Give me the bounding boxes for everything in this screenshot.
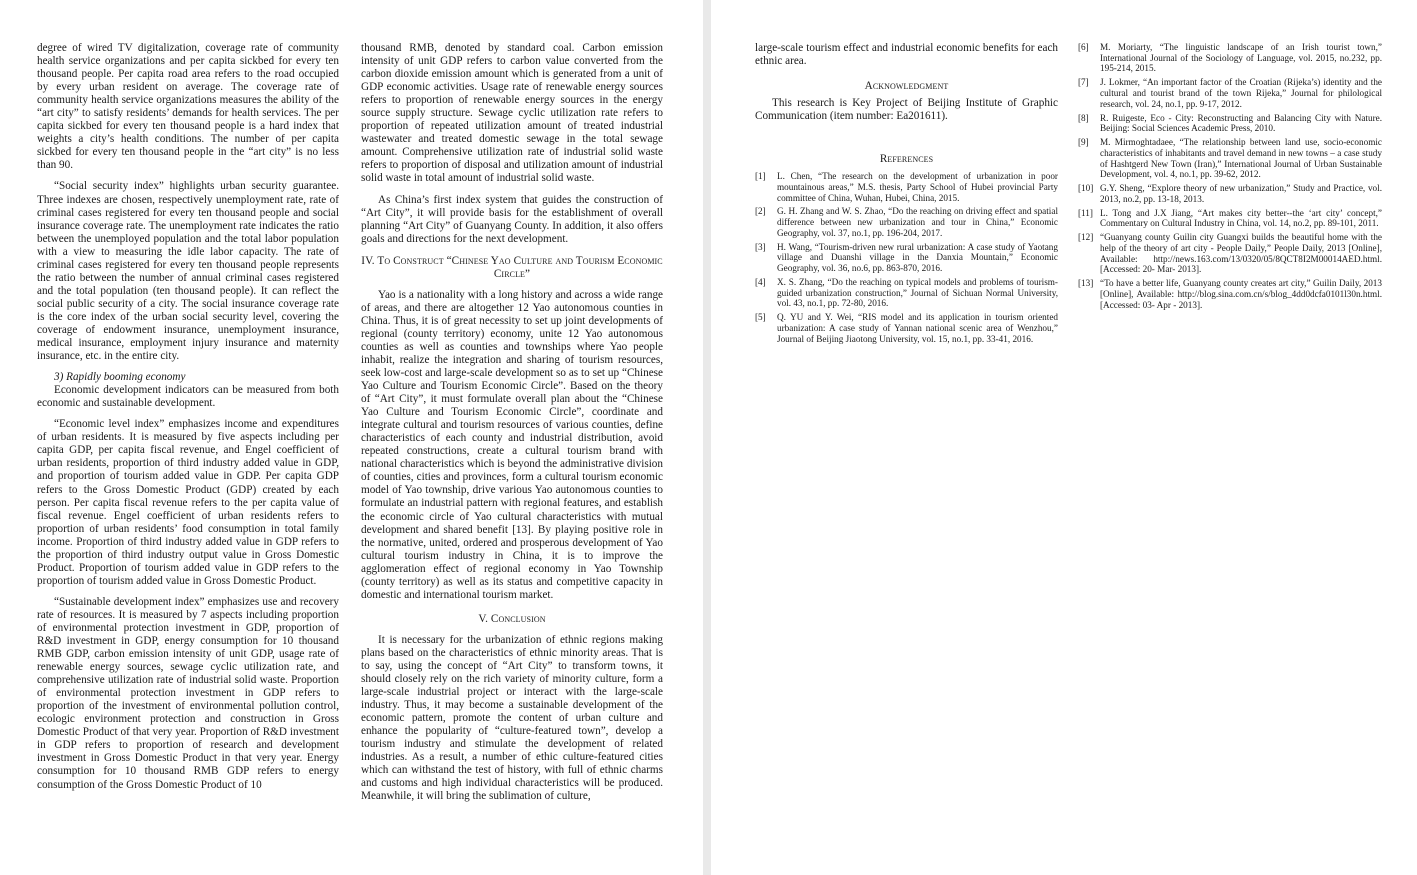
reference-number: [5] bbox=[755, 312, 766, 323]
reference-item bbox=[1078, 42, 1382, 74]
reference-item bbox=[1078, 278, 1382, 310]
reference-text: H. Wang, “Tourism-driven new rural urbanization: A case study of Yaotang village and Duanshi village in the Danxia Mountain,” Economic Geography, vol. 36, no.6, pp. 863-870, 2016. bbox=[777, 241, 1058, 274]
paragraph: It is necessary for the urbanization of ethnic regions making plans based on the characteristics of ethnic minority areas. That is to say, using the concept of “Art City” to transform towns, it should closely rely on the rich variety of minority culture, form a large-scale industrial project or interact with the large-scale industry. Thus, it may become a sustainable development of the economic pattern, promote the content of urban culture and enhance the popularity of “culture-featured town”, develop a tourism industry and stimulate the development of related industries. As a result, a number of ethic culture-featured cities which can withstand the test of history, with full of ethnic charms and customs and high individual characteristics will be produced. Meanwhile, it will bring the sublimation of culture, bbox=[361, 633, 663, 803]
subsection-heading: 3) Rapidly booming economy bbox=[54, 371, 186, 384]
reference-text: “Guanyang county Guilin city Guangxi builds the beautiful home with the help of the theory of art city - People Daily,” People Daily, 2013 [Online], Available: http://news.163.com/13/0320/05/8QCT8I2M00014AED.html. [Accessed: 20- Mar- 2013]. bbox=[1100, 232, 1382, 275]
reference-item bbox=[1078, 137, 1382, 180]
paragraph: “Social security index” highlights urban security guarantee. Three indexes are chosen, respectively unemployment rate, rate of criminal cases registered for every ten thousand people and social insurance coverage rate. The unemployment rate indicates the ratio between the unemployed population and the total labor population with a view to measuring the idle labor capacity. The rate of criminal cases registered for every ten thousand people represents the ratio between the number of annual criminal cases registered and the total population (ten thousand people). It can reflect the social public security of a city. The social insurance coverage rate is the core index of the urban social security level, covering the coverage of endowment insurance, unemployment insurance, medical insurance, employment injury insurance and maternity insurance, etc. in the entire city. bbox=[37, 180, 339, 363]
reference-number: [7] bbox=[1078, 77, 1089, 88]
right-page bbox=[711, 0, 1417, 875]
reference-number: [8] bbox=[1078, 112, 1089, 123]
reference-text: L. Tong and J.X Jiang, “Art makes city better--the ‘art city’ concept,” Commentary on Cultural Industry in China, vol. 14, no.2, pp. 89-101, 2011. bbox=[1100, 207, 1382, 229]
paragraph: large-scale tourism effect and industrial economic benefits for each ethnic area. bbox=[755, 42, 1058, 68]
reference-text: M. Mirmoghtadaee, “The relationship between land use, socio-economic characteristics of inhabitants and travel demand in new towns – a case study of Hashtgerd New Town (Iran),” International Journal of Urban Sustainable Development, vol. 4, no.1, pp. 39-62, 2012. bbox=[1100, 137, 1382, 180]
paragraph: This research is Key Project of Beijing Institute of Graphic Communication (item number: Ea201611). bbox=[755, 97, 1058, 123]
reference-number: [11] bbox=[1078, 207, 1093, 218]
reference-list bbox=[755, 171, 1058, 344]
reference-text: J. Lokmer, “An important factor of the Croatian (Rijeka’s) identity and the cultural and tourist brand of the town Rijeka,” Journal for philological research, vol. 24, no.1, pp. 9-17, 2012. bbox=[1100, 77, 1382, 109]
reference-text: M. Moriarty, “The linguistic landscape of an Irish tourist town,” International Journal of the Sociology of Language, vol. 2015, no.232, pp. 195-214, 2015. bbox=[1100, 42, 1382, 74]
reference-number: [2] bbox=[755, 206, 766, 217]
reference-number: [4] bbox=[755, 277, 766, 288]
section-heading: Acknowledgment bbox=[864, 80, 949, 93]
reference-number: [12] bbox=[1078, 232, 1094, 243]
right-column bbox=[1078, 42, 1382, 314]
reference-text: G. H. Zhang and W. S. Zhao, “Do the reaching on driving effect and spatial difference between new urbanization and tour in China,” Economic Geography, vol. 37, no.1, pp. 196-204, 2017. bbox=[777, 206, 1058, 238]
reference-number: [1] bbox=[755, 171, 766, 182]
reference-item bbox=[755, 312, 1058, 344]
reference-text: “To have a better life, Guanyang county creates art city,” Guilin Daily, 2013 [Online], Available: http://blog.sina.com.cn/s/blog_4dd0dcfa0101l30n.html. [Accessed: 03- Apr - 2013]. bbox=[1100, 278, 1382, 310]
paragraph: degree of wired TV digitalization, coverage rate of community health service organizations and per capita sickbed for every ten thousand people. Per capita road area refers to the road occupied by every urban resident on average. The coverage rate of community health service organizations measures the ability of the “art city” to satisfy residents’ demands for health services. The per capita sickbed for every ten thousand people is a hard index that weights a city’s health conditions. The number of per capita sickbed for every ten thousand people in the “art city” is no less than 90. bbox=[37, 42, 339, 172]
reference-item bbox=[1078, 77, 1382, 109]
left-column bbox=[37, 42, 339, 792]
reference-item bbox=[755, 277, 1058, 309]
reference-number: [13] bbox=[1078, 278, 1094, 289]
paragraph: Yao is a nationality with a long history and across a wide range of areas, and there are altogether 12 Yao autonomous counties in China. Thus, it is of great necessity to set up joint developments of regional (county territory) economy, unite 12 Yao autonomous counties as well as counties and townships where Yao people inhabit, realize the integration and sharing of tourism resources, seek low-cost and large-scale development so as to set up “Chinese Yao Culture and Tourism Economic Circle”. Based on the theory of “Art City”, it must formulate overall plan about the “Chinese Yao Culture and Tourism Economic Circle”, coordinate and integrate cultural and tourism resources of various counties, define characteristics of each county and industrial distribution, avoid repeated constructions, create a cultural tourism brand with national characteristics which is beyond the administrative division of counties, cities and provinces, form a cultural tourism economic model of Yao township, drive various Yao autonomous counties to formulate an industrial pattern with regional features, and establish the economic circle of Yao cultural characteristics with mutual development and shared benefit [13]. By playing positive role in the normative, united, ordered and prosperous development of Yao cultural tourism industry in China, it is to improve the agglomeration effect of regional economy in Yao Township (county territory) as well as its status and competitive capacity in domestic and international tourism market. bbox=[361, 288, 663, 601]
paragraph: thousand RMB, denoted by standard coal. Carbon emission intensity of unit GDP refers to carbon value converted from the carbon dioxide emission amount which is generated from a unit of GDP economic activities. Usage rate of renewable energy sources refers to proportion of renewable energy sources in the energy source supply structure. Sewage cyclic utilization rate refers to proportion of repeated utilization amount of treated industrial wastewater and treated domestic sewage in the total sewage amount. Comprehensive utilization rate of industrial solid waste refers to proportion of disposal and utilization amount of industrial solid waste in total amount of industrial solid waste. bbox=[361, 42, 663, 185]
reference-number: [10] bbox=[1078, 183, 1094, 194]
reference-text: L. Chen, “The research on the development of urbanization in poor mountainous areas,” M.S. thesis, Party School of Hubei provincial Party committee of China, Wuhan, Hubei, China, 2015. bbox=[777, 171, 1058, 203]
reference-item bbox=[755, 171, 1058, 203]
paragraph: “Sustainable development index” emphasizes use and recovery rate of resources. It is measured by 7 aspects including proportion of environmental protection investment in GDP, proportion of R&D investment in GDP, energy consumption for 10 thousand RMB GDP, carbon emission intensity of unit GDP, usage rate of renewable energy sources, sewage cyclic utilization rate, and comprehensive utilization rate of industrial solid waste. Proportion of environmental protection investment in GDP refers to proportion of the investment of environmental pollution control, ecologic environment protection and construction in Gross Domestic Product of that very year. Proportion of R&D investment in GDP refers to proportion of research and development investment in Gross Domestic Product in that very year. Energy consumption for 10 thousand RMB GDP refers to energy consumption of the Gross Domestic Product of 10 bbox=[37, 595, 339, 791]
section-heading: IV. To Construct “Chinese Yao Culture and Tourism Economic Circle” bbox=[361, 254, 663, 280]
reference-text: Q. YU and Y. Wei, “RIS model and its application in tourism oriented urbanization: A case study of Yannan national scenic area of Wenzhou,” Journal of Beijing Jiaotong University, vol. 15, no.1, pp. 33-41, 2016. bbox=[777, 312, 1058, 344]
reference-item bbox=[1078, 183, 1382, 204]
right-column bbox=[361, 42, 663, 803]
reference-list bbox=[1078, 42, 1382, 310]
reference-item bbox=[1078, 232, 1382, 275]
reference-number: [3] bbox=[755, 241, 766, 252]
reference-item bbox=[1078, 113, 1382, 134]
left-column bbox=[755, 42, 1058, 348]
paragraph: Economic development indicators can be measured from both economic and sustainable development. bbox=[37, 384, 339, 410]
paragraph: “Economic level index” emphasizes income and expenditures of urban residents. It is measured by five aspects including per capita GDP, per capita fiscal revenue, and Engel coefficient of urban residents, proportion of third industry added value in GDP, and proportion of tourism added value in GDP. Per capita GDP refers to the Gross Domestic Product (GDP) created by each person. Per capita fiscal revenue refers to the per capita value of fiscal revenue. Engel coefficient of urban residents refers to proportion of urban residents’ food consumption in total family income. Proportion of third industry added value in GDP refers to the proportion of third industry output value in Gross Domestic Product. Proportion of tourism added value in GDP refers to the proportion of tourism added value in Gross Domestic Product. bbox=[37, 418, 339, 587]
reference-text: R. Ruigeste, Eco - City: Reconstructing and Balancing City with Nature. Beijing: Social Sciences Academic Press, 2010. bbox=[1100, 112, 1382, 134]
section-heading: References bbox=[879, 153, 934, 166]
reference-number: [6] bbox=[1078, 42, 1089, 52]
reference-number: [9] bbox=[1078, 137, 1089, 148]
reference-text: G.Y. Sheng, “Explore theory of new urbanization,” Study and Practice, vol. 2013, no.2, pp. 13-18, 2013. bbox=[1100, 183, 1382, 204]
left-page bbox=[0, 0, 703, 875]
reference-text: X. S. Zhang, “Do the reaching on typical models and problems of tourism-guided urbanization construction,” Journal of Sichuan Normal University, vol. 43, no.1, pp. 72-80, 2016. bbox=[777, 277, 1058, 309]
section-heading: V. Conclusion bbox=[478, 612, 546, 625]
reference-item bbox=[755, 206, 1058, 238]
paragraph: As China’s first index system that guides the construction of “Art City”, it will provide basis for the establishment of overall planning “Art City” of Guanyang County. In addition, it also offers goals and directions for the next development. bbox=[361, 193, 663, 245]
reference-item bbox=[755, 242, 1058, 274]
reference-item bbox=[1078, 208, 1382, 229]
